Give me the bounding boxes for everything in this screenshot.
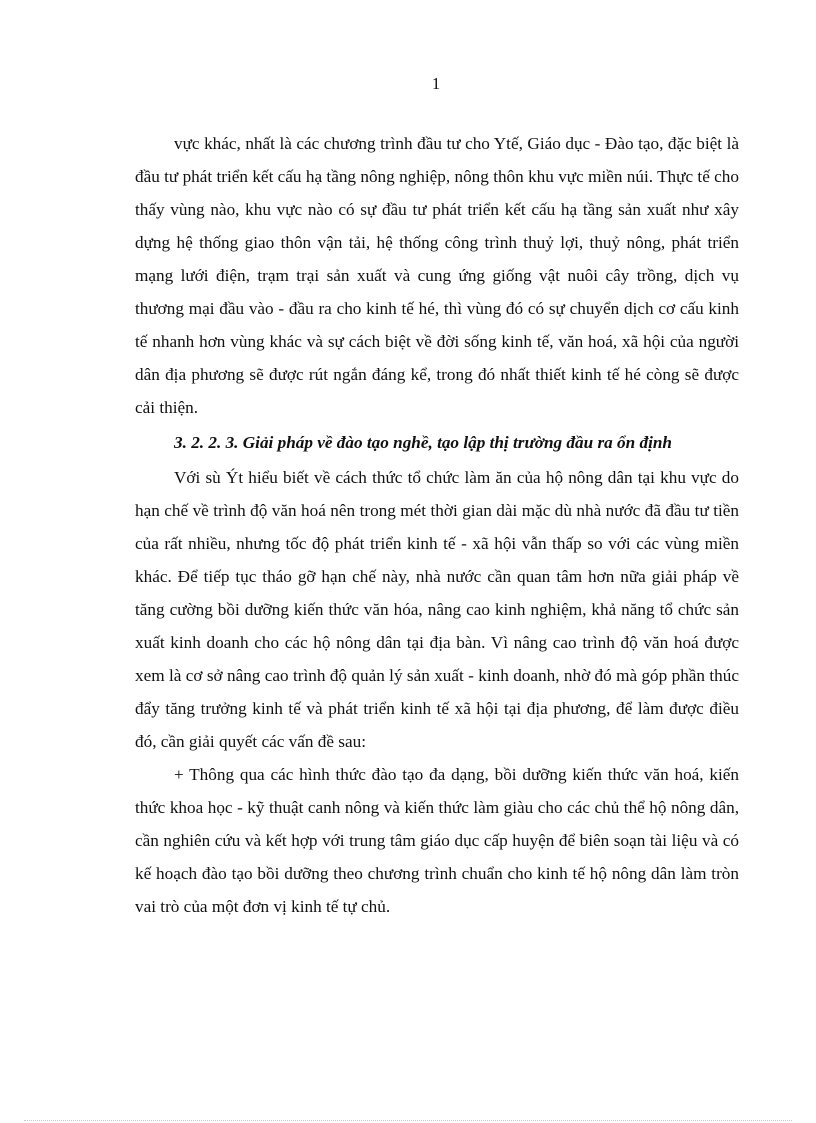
paragraph-education: Với sù Ýt hiểu biết về cách thức tổ chức làm ăn của hộ nông dân tại khu vực do hạn chế về trình độ văn hoá nên trong mét thời gian dài mặc dù nhà nước đã đầu tư tiền của rất nhiều, nhưng tốc độ phát triển kinh tế - xã hội vẫn thấp so với các vùng miền khác. Để tiếp tục tháo gỡ hạn chế này, nhà nước cần quan tâm hơn nữa giải pháp về tăng cường bồi dưỡng kiến thức văn hóa, nâng cao kinh nghiệm, khả năng tổ chức sản xuất kinh doanh cho các hộ nông dân tại địa bàn. Vì nâng cao trình độ văn hoá được xem là cơ sở nâng cao trình độ quản lý sản xuất - kinh doanh, nhờ đó mà góp phần thúc đẩy tăng trưởng kinh tế và phát triển kinh tế xã hội tại địa phương, để làm được điều đó, cần giải quyết các vấn đề sau: (135, 468, 739, 751)
page-number: 1 (431, 74, 441, 93)
document-body (135, 127, 739, 923)
paragraph-infrastructure: vực khác, nhất là các chương trình đầu tư cho Ytế, Giáo dục - Đào tạo, đặc biệt là đầu tư phát triển kết cấu hạ tầng nông nghiệp, nông thôn khu vực miền núi. Thực tế cho thấy vùng nào, khu vực nào có sự đầu tư phát triển kết cấu hạ tầng sản xuất như xây dựng hệ thống giao thôn vận tải, hệ thống công trình thuỷ lợi, thuỷ nông, phát triển mạng lưới điện, trạm trại sản xuất và cung ứng giống vật nuôi cây trồng, dịch vụ thương mại đầu vào - đầu ra cho kinh tế hé, thì vùng đó có sự chuyển dịch cơ cấu kinh tế nhanh hơn vùng khác và sự cách biệt về đời sống kinh tế, văn hoá, xã hội của người dân địa phương sẽ được rút ngắn đáng kể, trong đó nhất thiết kinh tế hé còng sẽ được cải thiện. (135, 134, 739, 417)
section-heading: 3. 2. 2. 3. Giải pháp về đào tạo nghề, tạo lập thị trường đầu ra ổn định (174, 433, 672, 452)
paragraph-training-measure: + Thông qua các hình thức đào tạo đa dạng, bồi dưỡng kiến thức văn hoá, kiến thức khoa học - kỹ thuật canh nông và kiến thức làm giàu cho các chủ thể hộ nông dân, cần nghiên cứu và kết hợp với trung tâm giáo dục cấp huyện để biên soạn tài liệu và có kế hoạch đào tạo bồi dưỡng theo chương trình chuẩn cho kinh tế hộ nông dân làm tròn vai trò của một đơn vị kinh tế tự chủ. (135, 765, 739, 916)
page-footer-divider (24, 1120, 792, 1121)
